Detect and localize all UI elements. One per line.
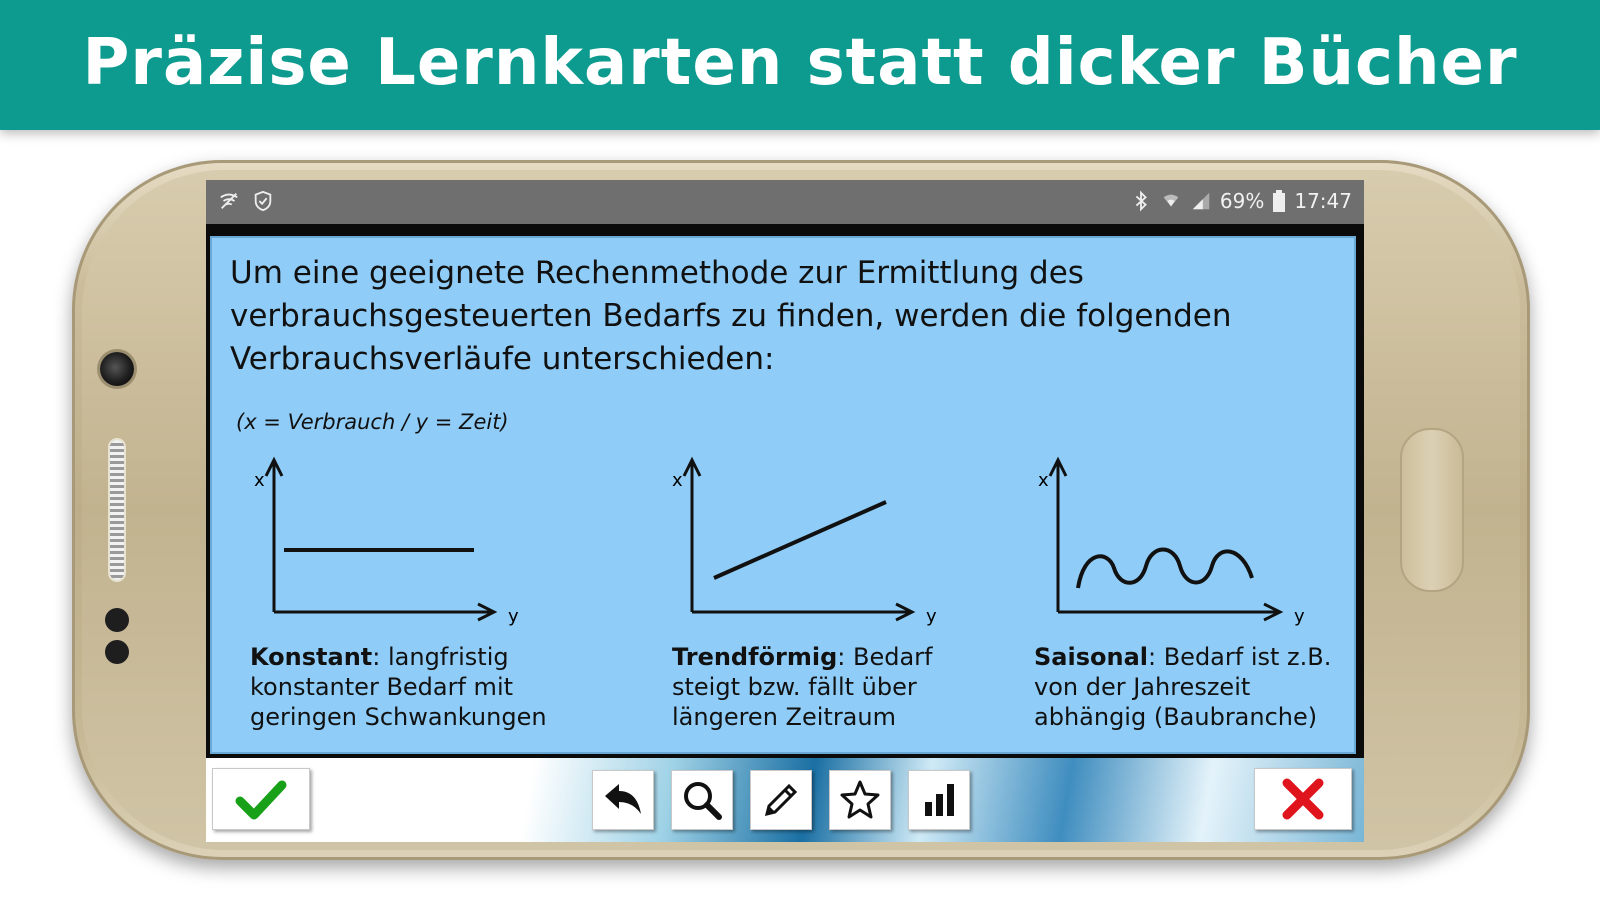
cast-icon bbox=[218, 190, 240, 212]
battery-percent: 69% bbox=[1219, 189, 1265, 213]
card-question: Um eine geeignete Rechenmethode zur Ermittlung des verbrauchsgesteuerten Bedarfs zu finden, werden die folgenden Verbrauchsverläufe unterschieden: bbox=[230, 255, 1232, 377]
status-bar bbox=[206, 180, 1364, 224]
graph-seasonal-y-label: y bbox=[1294, 606, 1305, 627]
desc-constant bbox=[250, 642, 550, 732]
edit-button[interactable] bbox=[750, 770, 812, 830]
desc-trend bbox=[672, 642, 972, 732]
signal-icon bbox=[1190, 190, 1212, 212]
shield-icon bbox=[252, 190, 274, 212]
search-button[interactable] bbox=[671, 770, 733, 830]
battery-icon bbox=[1272, 190, 1286, 212]
axis-legend-note: (x = Verbrauch / y = Zeit) bbox=[236, 410, 509, 434]
graph-constant-y-label: y bbox=[508, 606, 519, 627]
graph-constant bbox=[240, 452, 540, 632]
term-seasonal: Saisonal bbox=[1034, 643, 1148, 671]
proximity-sensor bbox=[105, 608, 129, 632]
text-seasonal: : Bedarf ist z.B. von der Jahreszeit abhängig (Baubranche) bbox=[1034, 643, 1332, 731]
bar-chart-icon bbox=[917, 778, 961, 822]
graph-seasonal bbox=[1024, 452, 1324, 632]
text-constant: : langfristig konstanter Bedarf mit geringen Schwankungen bbox=[250, 643, 547, 731]
graph-trend bbox=[660, 452, 960, 632]
term-trend: Trendförmig bbox=[672, 643, 838, 671]
phone-screen bbox=[206, 180, 1364, 842]
light-sensor bbox=[105, 640, 129, 664]
front-camera bbox=[100, 352, 134, 386]
earpiece-speaker bbox=[110, 440, 124, 580]
term-constant: Konstant bbox=[250, 643, 373, 671]
undo-button[interactable] bbox=[592, 770, 654, 830]
statistics-button[interactable] bbox=[908, 770, 970, 830]
text-trend: : Bedarf steigt bzw. fällt über längeren Zeitraum bbox=[672, 643, 933, 731]
graph-constant-x-label: x bbox=[254, 470, 265, 491]
wrong-button[interactable] bbox=[1254, 768, 1352, 830]
bluetooth-icon bbox=[1130, 190, 1152, 212]
close-icon bbox=[1279, 775, 1327, 823]
star-icon bbox=[838, 778, 882, 822]
search-icon bbox=[680, 778, 724, 822]
correct-button[interactable] bbox=[212, 768, 310, 830]
wifi-icon bbox=[1160, 190, 1182, 212]
graph-trend-x-label: x bbox=[672, 470, 683, 491]
promo-banner bbox=[0, 0, 1600, 130]
check-icon bbox=[234, 777, 288, 821]
undo-icon bbox=[601, 780, 645, 820]
flashcard bbox=[210, 236, 1356, 754]
bottom-toolbar bbox=[206, 758, 1364, 842]
favorite-button[interactable] bbox=[829, 770, 891, 830]
desc-seasonal bbox=[1034, 642, 1334, 732]
graph-seasonal-x-label: x bbox=[1038, 470, 1049, 491]
graph-trend-y-label: y bbox=[926, 606, 937, 627]
banner-title: Präzise Lernkarten statt dicker Bücher bbox=[82, 26, 1518, 100]
clock: 17:47 bbox=[1294, 189, 1352, 213]
home-button[interactable] bbox=[1400, 428, 1464, 592]
pencil-icon bbox=[759, 778, 803, 822]
